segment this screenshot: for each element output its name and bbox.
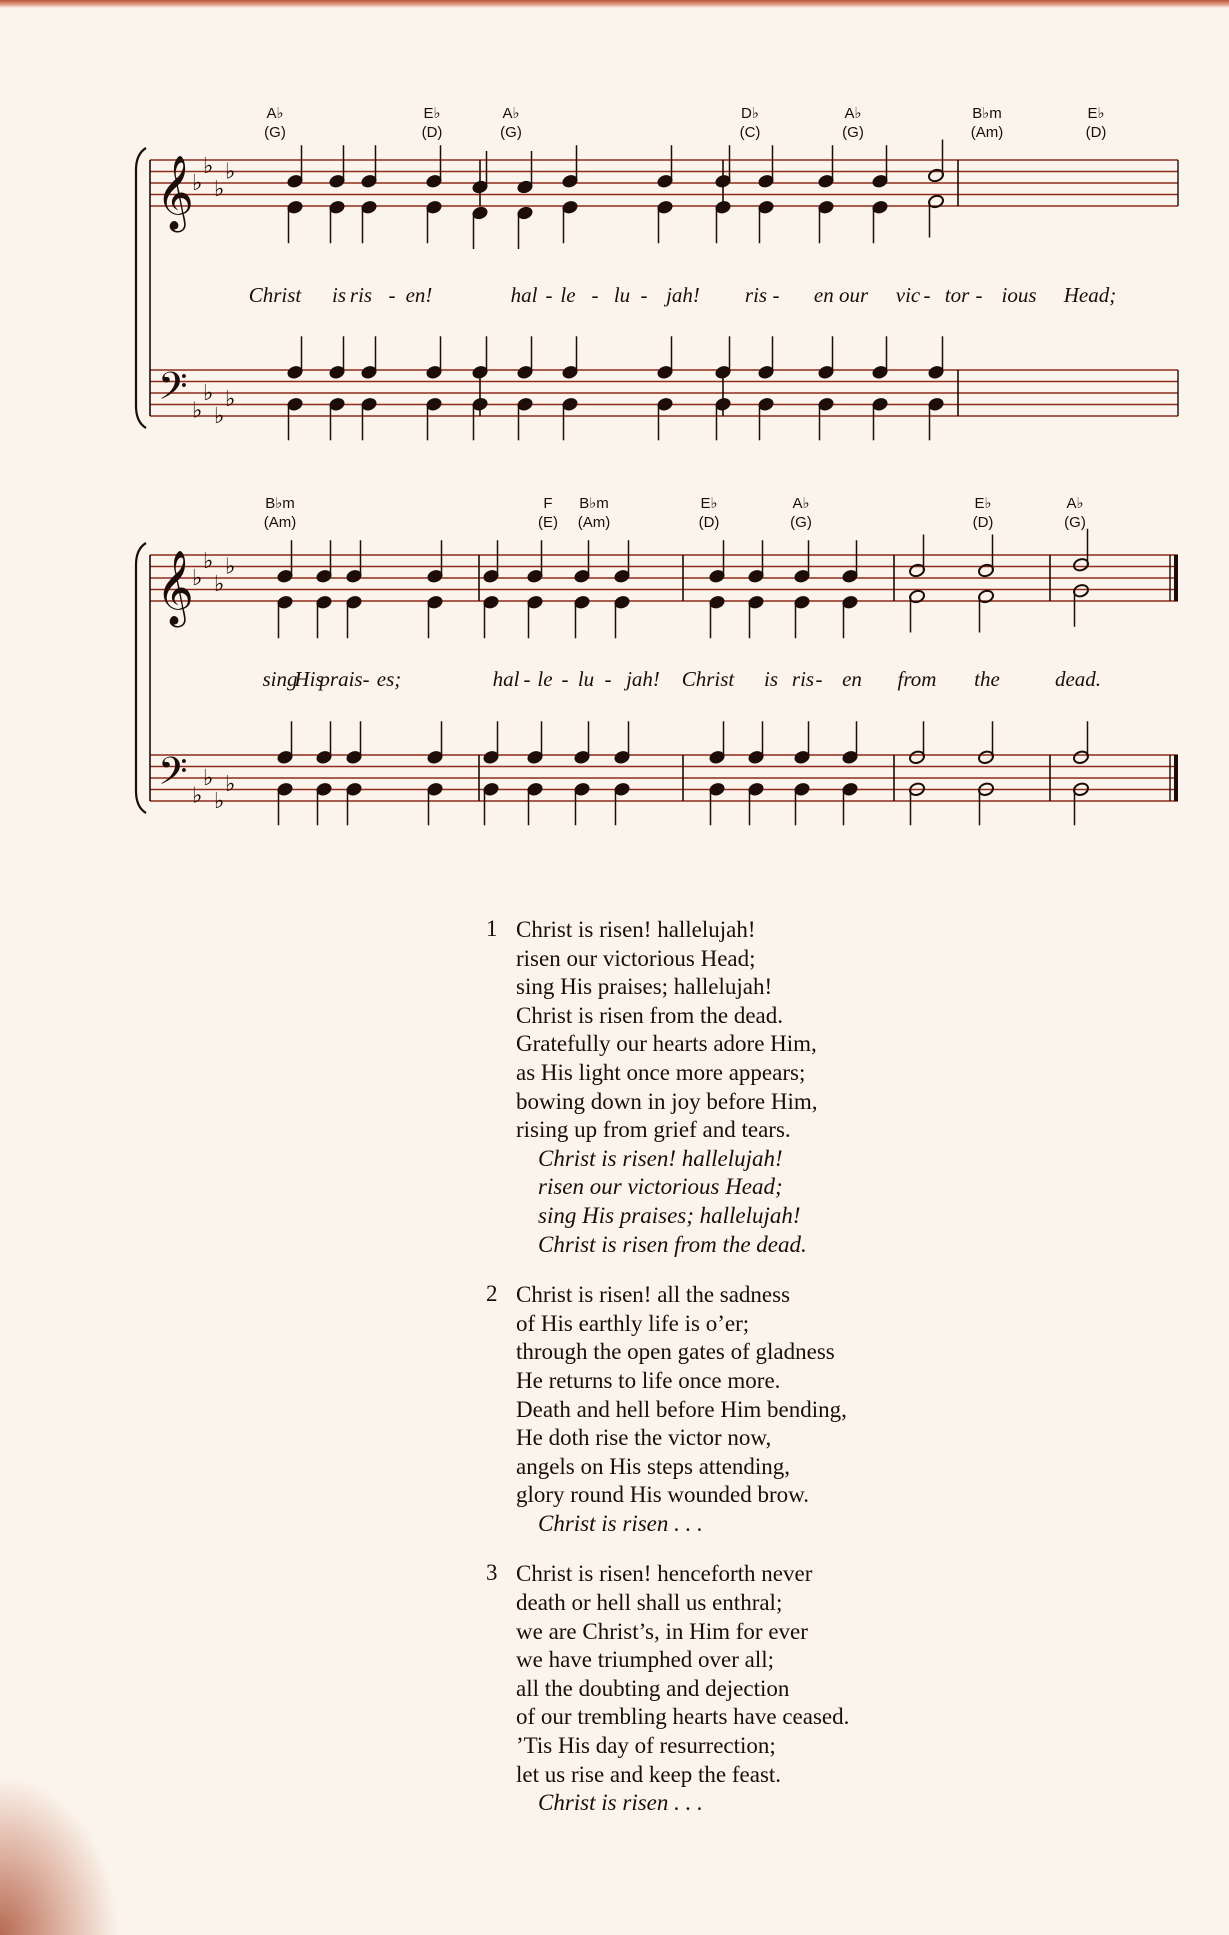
chord-alternate: (D) (421, 124, 443, 141)
note (516, 397, 533, 441)
lyric-syllable: ris (349, 283, 373, 307)
flat-sign: ♭ (225, 554, 236, 580)
note (793, 540, 810, 584)
flat-sign: ♭ (225, 386, 236, 412)
note (328, 397, 345, 441)
note (482, 540, 499, 584)
note (482, 595, 499, 639)
lyric-syllable: en (842, 667, 862, 691)
note (426, 721, 443, 765)
note (360, 397, 377, 441)
note (561, 336, 578, 380)
verse-1 (478, 916, 1038, 1259)
note (927, 397, 944, 441)
note (908, 535, 925, 579)
note (526, 721, 543, 765)
lyric-syllable: en our (813, 283, 869, 307)
verse-line: rising up from grief and tears. (516, 1117, 791, 1143)
chord-alternate: (G) (500, 124, 522, 141)
note (425, 397, 442, 441)
note (613, 540, 630, 584)
chord-symbol: E♭ (700, 495, 718, 512)
note (425, 200, 442, 244)
chord-symbol: B♭m (579, 495, 609, 512)
flat-sign: ♭ (225, 159, 236, 185)
note (613, 721, 630, 765)
note (516, 336, 533, 380)
chord-alternate: (E) (538, 514, 558, 531)
verses (478, 916, 1038, 1840)
flat-sign: ♭ (214, 571, 225, 597)
note (573, 540, 590, 584)
verse-line: Christ is risen from the dead. (516, 1002, 784, 1028)
note (482, 782, 499, 826)
note (471, 205, 488, 249)
flat-sign: ♭ (192, 566, 203, 591)
verse-2 (478, 1281, 1038, 1538)
note (871, 200, 888, 244)
chord-alternate: (G) (790, 514, 812, 531)
lyric-syllable: from (897, 667, 937, 691)
note (757, 336, 774, 380)
note (817, 336, 834, 380)
note (817, 200, 834, 244)
note (360, 336, 377, 380)
music-score (0, 0, 1229, 880)
note (286, 336, 303, 380)
flat-sign: ♭ (214, 789, 225, 814)
paper-stain-corner (0, 1775, 120, 1935)
verse-line: we have triumphed over all; (516, 1647, 775, 1673)
note (471, 336, 488, 380)
note (425, 145, 442, 189)
note (328, 336, 345, 380)
note (841, 721, 858, 765)
flat-sign: ♭ (225, 771, 236, 797)
note (516, 205, 533, 249)
note (315, 595, 332, 639)
verse-line: Christ is risen! hallelujah! (516, 917, 756, 942)
note (708, 782, 725, 826)
note (561, 397, 578, 441)
note (276, 595, 293, 639)
verse-number: 2 (486, 1281, 498, 1307)
lyric-syllable: prais (319, 667, 363, 691)
chord-alternate: (D) (1085, 124, 1107, 141)
verse-line: ’Tis His day of resurrection; (516, 1733, 776, 1759)
chord-alternate: (D) (972, 514, 994, 531)
note (360, 145, 377, 189)
chord-symbol: A♭ (502, 105, 520, 122)
note (871, 145, 888, 189)
verse-line: bowing down in joy before Him, (516, 1088, 818, 1114)
note (426, 595, 443, 639)
verse-line: He returns to life once more. (516, 1367, 781, 1393)
note (908, 782, 925, 826)
treble-staff (150, 555, 1178, 601)
note (977, 721, 994, 765)
note (757, 397, 774, 441)
note (757, 200, 774, 244)
chord-alternate: (C) (739, 124, 761, 141)
note (276, 540, 293, 584)
chord-symbol: A♭ (792, 495, 810, 512)
note (817, 145, 834, 189)
verse-line: Christ is risen! all the sadness (516, 1282, 791, 1308)
lyric-syllable: - (523, 667, 531, 691)
note (345, 540, 362, 584)
note (977, 589, 994, 633)
lyric-syllable: le (560, 283, 576, 307)
note (345, 721, 362, 765)
note (315, 721, 332, 765)
note (927, 336, 944, 380)
lyric-syllable: en! (405, 283, 433, 307)
note (613, 782, 630, 826)
note (1072, 721, 1089, 765)
lyric-syllable: - (604, 667, 612, 691)
lyric-syllable: vic (895, 283, 921, 307)
chord-alternate: (G) (1064, 514, 1086, 531)
note (471, 397, 488, 441)
note (757, 145, 774, 189)
note (747, 721, 764, 765)
verse-line: death or hell shall us enthral; (516, 1590, 783, 1616)
lyric-syllable: - (815, 667, 823, 691)
lyric-syllable: dead. (1054, 667, 1102, 691)
note (315, 782, 332, 826)
note (276, 721, 293, 765)
refrain-line: Christ is risen . . . (538, 1510, 703, 1536)
lyric-syllable: - (545, 283, 553, 307)
note (841, 540, 858, 584)
note (345, 595, 362, 639)
chord-symbol: F (543, 495, 553, 512)
note (426, 782, 443, 826)
note (286, 397, 303, 441)
refrain-line: Christ is risen! hallelujah! (538, 1145, 783, 1171)
note (328, 200, 345, 244)
lyric-syllable: jah! (626, 667, 660, 691)
chord-symbol: A♭ (1066, 495, 1084, 512)
note (908, 589, 925, 633)
note (573, 782, 590, 826)
lyric-syllable: jah! (666, 283, 700, 307)
verse-line: risen our victorious Head; (516, 945, 756, 971)
treble-clef: 𝄞 (156, 156, 194, 230)
lyric-syllable: ris (744, 283, 768, 307)
verse-line: all the doubting and dejection (516, 1675, 790, 1701)
note (927, 194, 944, 238)
note (747, 540, 764, 584)
note (561, 145, 578, 189)
lyric-syllable: is (763, 667, 779, 691)
lyric-syllable: the (974, 667, 1000, 691)
lyric-syllable: le (537, 667, 553, 691)
verse-line: Gratefully our hearts adore Him, (516, 1031, 817, 1057)
refrain-line: risen our victorious Head; (538, 1174, 783, 1200)
note (656, 397, 673, 441)
flat-sign: ♭ (192, 171, 203, 196)
chord-alternate: (D) (698, 514, 720, 531)
flat-sign: ♭ (203, 153, 214, 179)
verse-line: glory round His wounded brow. (516, 1482, 810, 1508)
note (526, 782, 543, 826)
chord-symbol: B♭m (972, 105, 1002, 122)
lyric-syllable: es; (376, 667, 402, 691)
note (315, 540, 332, 584)
lyric-syllable: - (975, 283, 983, 307)
verse-line: sing His praises; hallelujah! (516, 974, 773, 1000)
note (573, 595, 590, 639)
chord-alternate: (Am) (263, 514, 297, 531)
note (561, 200, 578, 244)
note (908, 721, 925, 765)
note (708, 540, 725, 584)
flat-sign: ♭ (214, 404, 225, 429)
lyric-syllable: lu (577, 667, 595, 691)
note (345, 782, 362, 826)
note (708, 595, 725, 639)
note (714, 397, 731, 441)
lyric-syllable: His (294, 667, 324, 691)
lyric-syllable: - (362, 667, 370, 691)
note (656, 145, 673, 189)
note (841, 595, 858, 639)
flat-sign: ♭ (203, 766, 214, 791)
note (656, 200, 673, 244)
lyric-syllable: sing (262, 667, 298, 691)
note (286, 145, 303, 189)
note (516, 151, 533, 195)
verse-number: 3 (486, 1560, 498, 1586)
verse-line: as His light once more appears; (516, 1059, 806, 1085)
lyric-syllable: hal (510, 283, 538, 307)
bass-clef: 𝄢 (158, 363, 188, 418)
chord-alternate: (Am) (970, 124, 1004, 141)
note (656, 336, 673, 380)
refrain-line: sing His praises; hallelujah! (538, 1202, 801, 1228)
note (425, 336, 442, 380)
note (747, 595, 764, 639)
verse-line: Death and hell before Him bending, (516, 1396, 847, 1422)
note (286, 200, 303, 244)
lyric-syllable: - (640, 283, 648, 307)
verse-line: He doth rise the victor now, (516, 1425, 772, 1451)
note (328, 145, 345, 189)
lyric-syllable: is (331, 283, 347, 307)
note (714, 336, 731, 380)
chord-symbol: E♭ (974, 495, 992, 512)
note (793, 782, 810, 826)
lyric-syllable: - (923, 283, 931, 307)
note (714, 200, 731, 244)
flat-sign: ♭ (203, 548, 214, 574)
note (817, 397, 834, 441)
note (360, 200, 377, 244)
note (526, 595, 543, 639)
chord-symbol: E♭ (1087, 105, 1105, 122)
lyric-syllable: - (591, 283, 599, 307)
verse-line: of His earthly life is o’er; (516, 1310, 750, 1336)
lyric-syllable: - (561, 667, 569, 691)
note (977, 782, 994, 826)
lyric-syllable: lu (613, 283, 631, 307)
chord-alternate: (G) (842, 124, 864, 141)
lyric-syllable: Christ (681, 667, 735, 691)
lyric-syllable: ris (791, 667, 815, 691)
chord-symbol: D♭ (741, 105, 759, 122)
note (747, 782, 764, 826)
note (927, 140, 944, 184)
chord-symbol: B♭m (265, 495, 295, 512)
note (1072, 529, 1089, 573)
refrain-line: Christ is risen from the dead. (538, 1231, 807, 1257)
verse-3 (478, 1560, 1038, 1817)
system-brace (136, 543, 146, 813)
bass-clef: 𝄢 (158, 748, 188, 803)
bass-staff (150, 755, 1178, 801)
chord-symbol: A♭ (266, 105, 284, 122)
verse-line: of our trembling hearts have ceased. (516, 1704, 850, 1730)
verse-line: let us rise and keep the feast. (516, 1761, 782, 1787)
refrain-line: Christ is risen . . . (538, 1790, 703, 1816)
note (276, 782, 293, 826)
note (526, 540, 543, 584)
system-brace (136, 148, 146, 428)
lyric-syllable: ious (1001, 283, 1037, 307)
note (793, 721, 810, 765)
treble-clef: 𝄞 (156, 551, 194, 625)
flat-sign: ♭ (192, 398, 203, 424)
note (793, 595, 810, 639)
note (426, 540, 443, 584)
note (482, 721, 499, 765)
note (573, 721, 590, 765)
flat-sign: ♭ (192, 783, 203, 809)
lyric-syllable: - (388, 283, 396, 307)
chord-symbol: A♭ (844, 105, 862, 122)
note (841, 782, 858, 826)
note (871, 397, 888, 441)
verse-line: angels on His steps attending, (516, 1453, 791, 1479)
lyric-syllable: tor (944, 283, 970, 307)
chord-alternate: (Am) (577, 514, 611, 531)
flat-sign: ♭ (203, 381, 214, 406)
note (977, 535, 994, 579)
note (613, 595, 630, 639)
lyric-syllable: - (772, 283, 780, 307)
lyric-syllable: hal (492, 667, 520, 691)
note (708, 721, 725, 765)
verse-line: Christ is risen! henceforth never (516, 1561, 813, 1587)
lyric-syllable: Christ (248, 283, 302, 307)
verse-number: 1 (486, 916, 498, 941)
chord-alternate: (G) (264, 124, 286, 141)
verse-line: we are Christ’s, in Him for ever (516, 1618, 808, 1644)
verse-line: through the open gates of gladness (516, 1339, 835, 1365)
flat-sign: ♭ (214, 176, 225, 202)
note (1072, 782, 1089, 826)
note (871, 336, 888, 380)
lyric-syllable: Head; (1063, 283, 1117, 307)
chord-symbol: E♭ (423, 105, 441, 122)
